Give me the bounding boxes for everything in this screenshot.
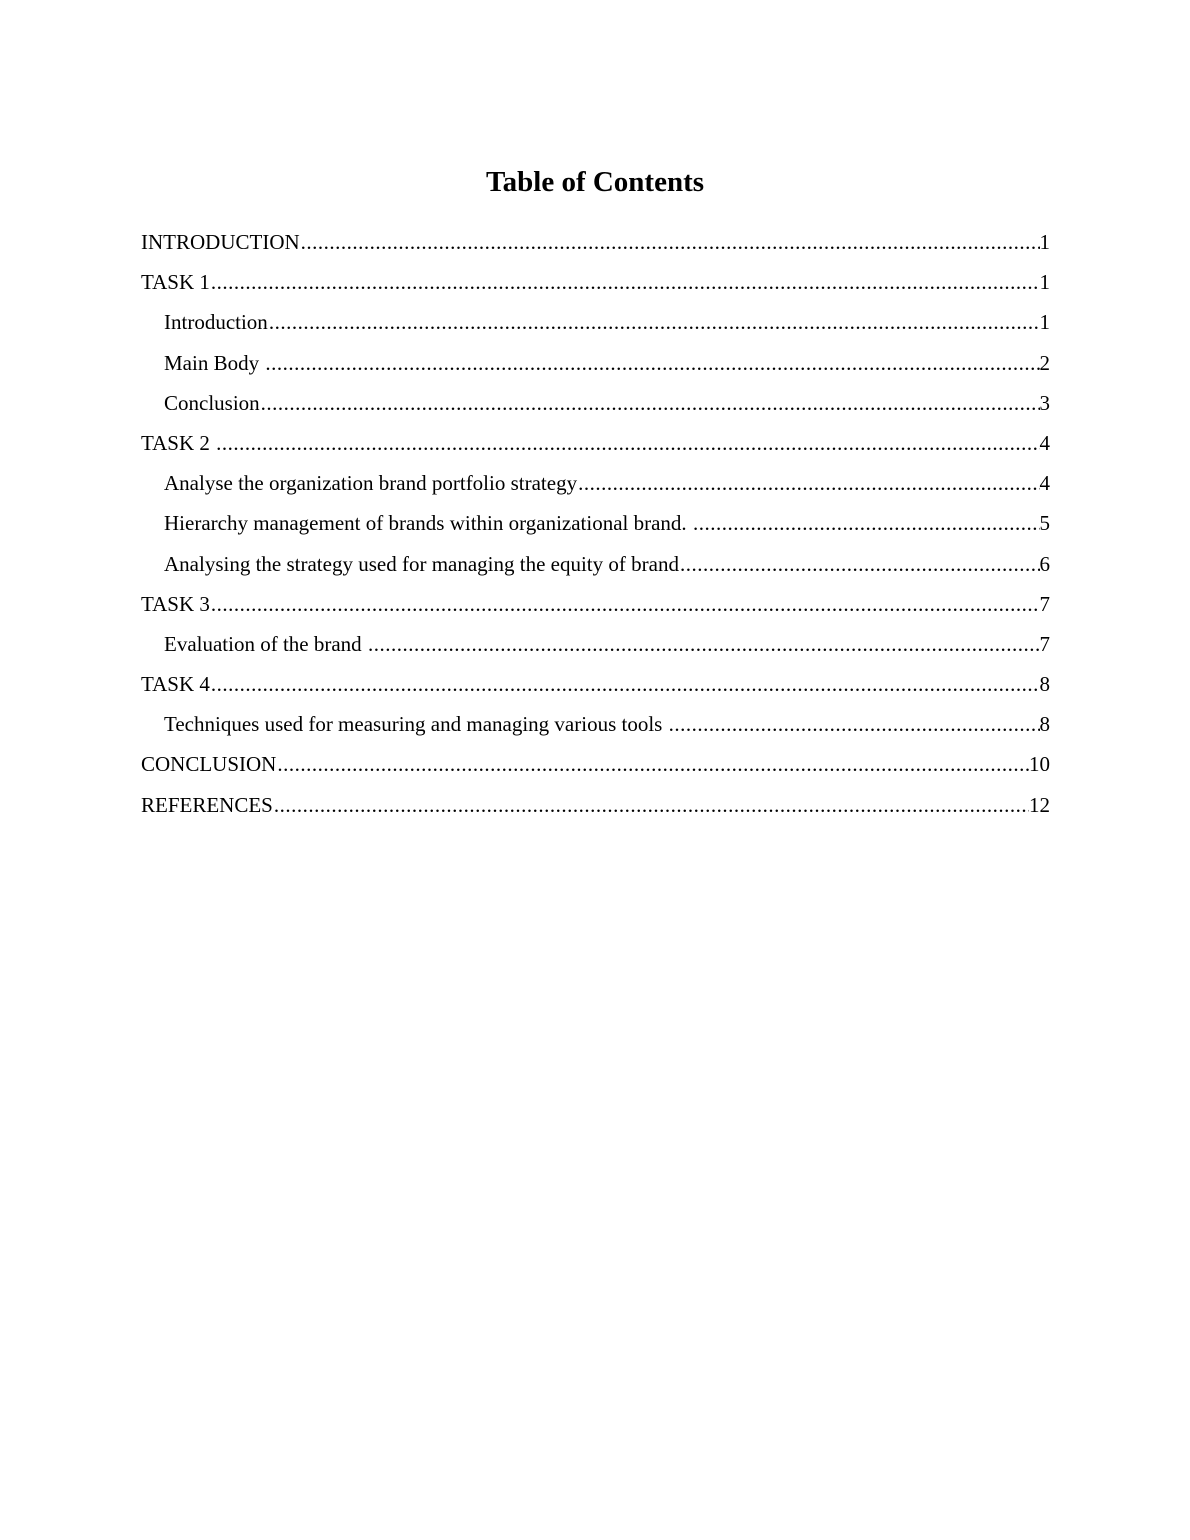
toc-entry-task-4[interactable] (141, 664, 1050, 704)
toc-entry-page: 1 (1039, 310, 1050, 335)
toc-entry-page: 5 (1039, 511, 1050, 536)
toc-entry-introduction[interactable] (141, 222, 1050, 262)
toc-entry-label: TASK 1 (141, 270, 210, 295)
dot-leader (680, 544, 1040, 584)
dot-leader (274, 785, 1029, 825)
toc-entry-brand-portfolio-strategy[interactable] (141, 463, 1050, 503)
dot-leader (277, 744, 1029, 784)
toc-entry-label: Evaluation of the brand (164, 631, 367, 656)
toc-entry-label: Introduction (164, 310, 268, 335)
toc-entry-page: 2 (1039, 350, 1050, 375)
toc-entry-page: 8 (1039, 712, 1050, 737)
toc-entry-task-1-conclusion[interactable] (141, 383, 1050, 423)
dot-leader (211, 262, 1040, 302)
toc-entry-task-1-introduction[interactable] (141, 302, 1050, 342)
toc-entry-page: 6 (1039, 551, 1050, 576)
toc-entry-task-2[interactable] (141, 423, 1050, 463)
toc-entry-conclusion[interactable] (141, 744, 1050, 784)
toc-entry-page: 7 (1039, 631, 1050, 656)
dot-leader (301, 222, 1040, 262)
dot-leader (216, 423, 1039, 463)
toc-entry-label: Analyse the organization brand portfolio strategy (164, 471, 578, 496)
toc-entry-page: 8 (1039, 672, 1050, 697)
toc-entry-references[interactable] (141, 785, 1050, 825)
toc-entry-page: 1 (1039, 230, 1050, 254)
dot-leader (368, 624, 1040, 664)
dot-leader (693, 503, 1040, 543)
toc-entry-hierarchy-management[interactable] (141, 503, 1050, 543)
dot-leader (269, 302, 1040, 342)
toc-entry-label: Hierarchy management of brands within organizational brand. (164, 511, 692, 536)
toc-entry-label: TASK 3 (141, 591, 210, 616)
dot-leader (261, 383, 1040, 423)
toc-entry-page: 3 (1039, 390, 1050, 415)
toc-entry-label: Techniques used for measuring and managing various tools (164, 712, 668, 737)
toc-entry-measuring-techniques[interactable] (141, 704, 1050, 744)
toc-entry-page: 4 (1039, 471, 1050, 496)
toc-entry-brand-equity-strategy[interactable] (141, 544, 1050, 584)
toc-list (141, 222, 1050, 825)
dot-leader (578, 463, 1039, 503)
toc-entry-evaluation-of-brand[interactable] (141, 624, 1050, 664)
toc-entry-page: 7 (1039, 591, 1050, 616)
dot-leader (669, 704, 1040, 744)
dot-leader (265, 343, 1039, 383)
toc-entry-label: INTRODUCTION (141, 230, 300, 254)
dot-leader (211, 584, 1040, 624)
toc-entry-label: TASK 2 (141, 430, 216, 455)
toc-entry-label: CONCLUSION (141, 752, 277, 777)
toc-entry-label: Conclusion (164, 390, 260, 415)
toc-entry-page: 10 (1029, 752, 1050, 777)
toc-entry-label: Main Body (164, 350, 265, 375)
toc-entry-main-body[interactable] (141, 343, 1050, 383)
dot-leader (211, 664, 1040, 704)
toc-entry-label: TASK 4 (141, 672, 210, 697)
toc-entry-page: 4 (1039, 430, 1050, 455)
toc-title: Table of Contents (485, 166, 705, 198)
toc-entry-task-1[interactable] (141, 262, 1050, 302)
toc-entry-label: REFERENCES (141, 792, 273, 817)
toc-entry-page: 12 (1029, 792, 1050, 817)
toc-entry-task-3[interactable] (141, 584, 1050, 624)
toc-entry-page: 1 (1039, 270, 1050, 295)
toc-entry-label: Analysing the strategy used for managing the equity of brand (164, 551, 679, 576)
